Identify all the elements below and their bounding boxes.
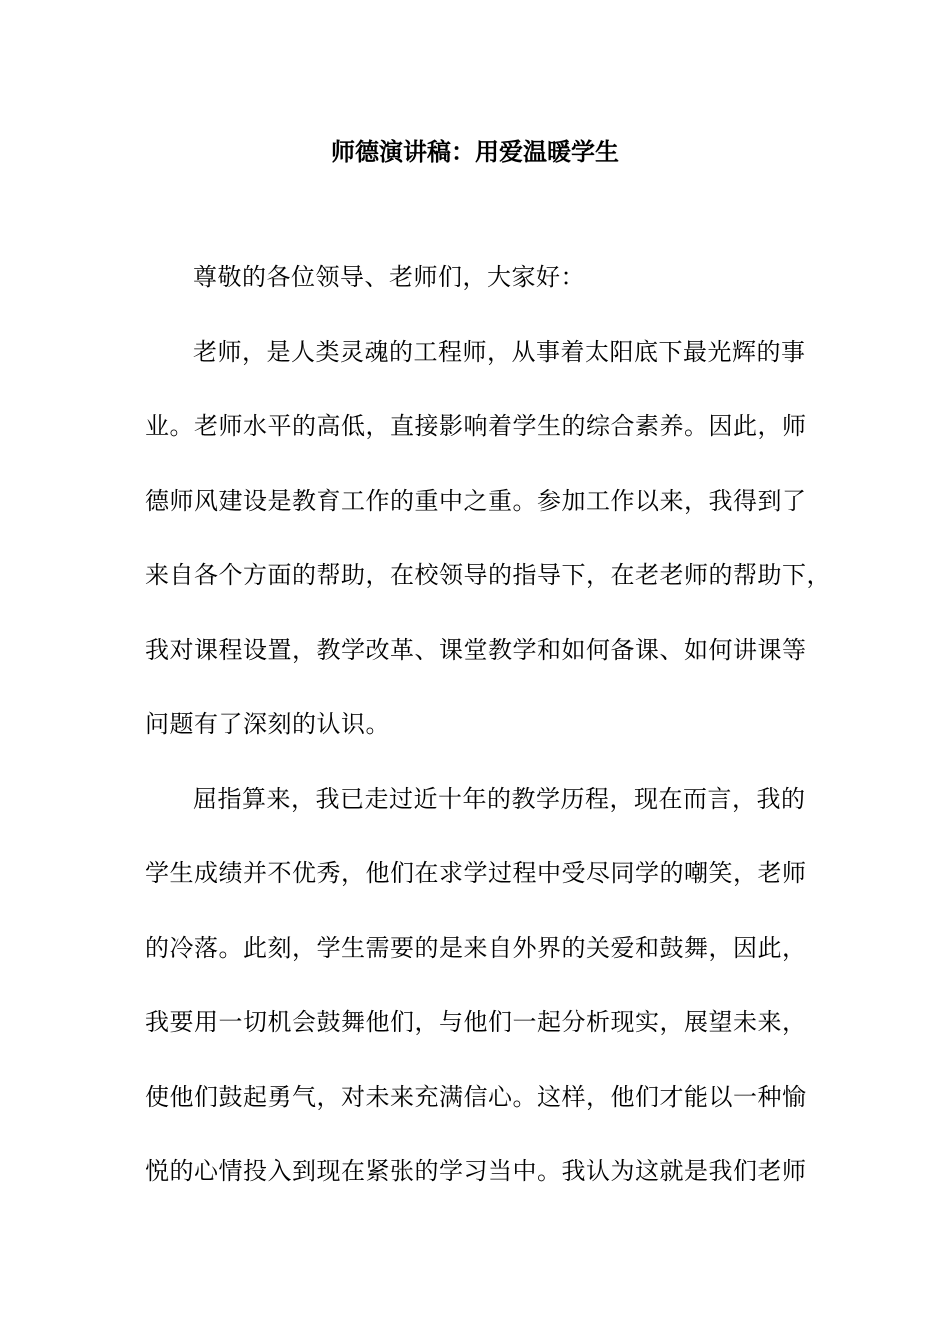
paragraph-2-line-1: 屈指算来，我已走过近十年的教学历程，现在而言，我的 [193,785,806,813]
paragraph-1-line-5: 我对课程设置，教学改革、课堂教学和如何备课、如何讲课等 [145,636,807,664]
paragraph-1-line-1: 老师，是人类灵魂的工程师，从事着太阳底下最光辉的事 [193,338,806,366]
paragraph-1-line-4: 来自各个方面的帮助，在校领导的指导下，在老老师的帮助下， [145,561,831,589]
paragraph-2-line-6: 悦的心情投入到现在紧张的学习当中。我认为这就是我们老师 [145,1157,807,1185]
greeting-line: 尊敬的各位领导、老师们，大家好： [193,263,585,291]
paragraph-2-line-5: 使他们鼓起勇气，对未来充满信心。这样，他们才能以一种愉 [145,1083,807,1111]
paragraph-2-line-3: 的冷落。此刻，学生需要的是来自外界的关爱和鼓舞，因此， [145,934,807,962]
paragraph-2-line-4: 我要用一切机会鼓舞他们，与他们一起分析现实，展望未来， [145,1008,807,1036]
paragraph-1-line-6: 问题有了深刻的认识。 [145,710,390,738]
paragraph-1-line-2: 业。老师水平的高低，直接影响着学生的综合素养。因此，师 [145,412,807,440]
document-title: 师德演讲稿：用爱温暖学生 [331,137,619,166]
paragraph-1-line-3: 德师风建设是教育工作的重中之重。参加工作以来，我得到了 [145,487,807,515]
paragraph-2-line-2: 学生成绩并不优秀，他们在求学过程中受尽同学的嘲笑，老师 [145,859,807,887]
